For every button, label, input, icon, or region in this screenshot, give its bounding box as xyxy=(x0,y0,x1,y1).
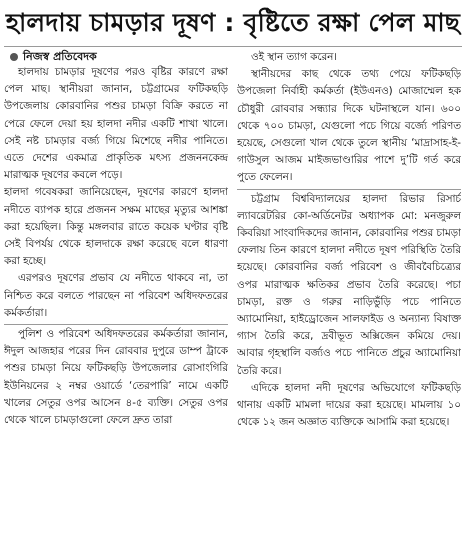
divider xyxy=(237,189,461,190)
paragraph: ওই স্থান ত্যাগ করেন। xyxy=(251,51,337,63)
left-column xyxy=(4,49,228,431)
paragraph: হালদা গবেষকরা জানিয়েছেন, দূষণের কারণে হালদা নদীতে ব্যাপক হারে প্রজনন সক্ষম মাছের মৃত্যুর আশঙ্কা করা হয়েছিল। কিন্তু মঙ্গলবার রাতে কয়েক ঘণ্টার বৃষ্টি সেই বিপর্যয় থেকে হালদাকে রক্ষা করেছে বলে ধারণা করা হচ্ছে। xyxy=(4,186,228,268)
paragraph: স্থানীয়দের কাছ থেকে তথ্য পেয়ে ফটিকছড়ি উপজেলা নির্বাহী কর্মকর্তা (ইউএনও) মোজাম্মেল হক চৌধুরী রোববার সন্ধ্যার দিকে ঘটনাস্থলে যান। ৬০০ থেকে ৭০০ চামড়া, যেগুলো পচে গিয়ে বর্জ্যে পরিণত হয়েছে, সেগুলো খাল থেকে তুলে স্থানীয় ‘মাদ্রাসাহ-ই-গাউসুল আজম মাইজভাণ্ডারির পাশে দু’টি গর্ত করে পুতে ফেলেন। xyxy=(237,68,461,184)
byline xyxy=(4,49,228,64)
paragraph: এরপরও দূষণের প্রভাব যে নদীতে থাকবে না, তা নিশ্চিত করে বলতে পারছেন না পরিবেশ অধিদফতরের কর্মকর্তারা। xyxy=(4,272,228,319)
article-body xyxy=(4,47,462,431)
paragraph: হালদায় চামড়ার দূষণের পরও বৃষ্টির কারণে রক্ষা পেল মাছ। স্থানীয়রা জানান, চট্টগ্রামের ফটিকছড়ি উপজেলায় কোরবানির পশুর চামড়া বিক্রি করতে না পেরে ফেলে দেয়া হয় হালদা নদীর একটি শাখা খালে। সেই নষ্ট চামড়ার বর্জ্য গিয়ে মিশেছে নদীর পানিতে। এতে দেশের একমাত্র প্রাকৃতিক মৎস্য প্রজননকেন্দ্র মারাত্মক দূষণের কবলে পড়ে। xyxy=(4,66,228,182)
paragraph: পুলিশ ও পরিবেশ অধিদফতরের কর্মকর্তারা জানান, ঈদুল আজহার পরের দিন রোববার দুপুরে ডাম্প ট্রাকে পশুর চামড়া নিয়ে ফটিকছড়ি উপজেলার রোসাংগিরি ইউনিয়নের ২ নম্বর ওয়ার্ডে ‘তেরপারি’ নামে একটি খালের সেতুর ওপর আসেন ৪-৫ ব্যক্তি। সেতুর ওপর থেকে খালে চামড়াগুলো ফেলে দ্রুত তারা xyxy=(4,328,228,427)
divider xyxy=(4,324,228,325)
paragraph: এদিকে হালদা নদী দূষণের অভিযোগে ফটিকছড়ি থানায় একটি মামলা দায়ের করা হয়েছে। মামলায় ১০ থেকে ১২ জন অজ্ঞাত ব্যক্তিকে আসামি করা হয়েছে। xyxy=(237,381,461,429)
bullet-icon xyxy=(10,53,18,61)
byline-text: নিজস্ব প্রতিবেদক xyxy=(23,50,97,63)
paragraph: চট্টগ্রাম বিশ্ববিদ্যালয়ের হালদা রিভার রিসার্চ ল্যাবরেটরির কো-অর্ডিনেটর অধ্যাপক মো: মনজুরুল কিবরিয়া সাংবাদিকদের জানান, কোরবানির পশুর চামড়া ফেলায় তিন কারণে হালদা নদীতে দূষণ পরিস্থিতি তৈরি হয়েছে। কোরবানির বর্জ্য পরিবেশ ও জীববৈচিত্র্যের ওপর মারাত্মক ক্ষতিকর প্রভাব তৈরি করেছে। পচা চামড়া, রক্ত ও গরুর নাড়িভুঁড়ি পচে পানিতে অ্যামোনিয়া, হাইড্রোজেন সালফাইড ও অন্যান্য বিষাক্ত গ্যাস তৈরি করে, দ্রবীভূত অক্সিজেন কমিয়ে দেয়। আবার গৃহস্থালি বর্জ্যও পচে পানিতে প্রচুর অ্যামোনিয়া তৈরি করে। xyxy=(237,192,461,377)
right-column xyxy=(237,49,461,431)
headline: হালদায় চামড়ার দূষণ : বৃষ্টিতে রক্ষা পেল মাছ xyxy=(4,0,462,47)
